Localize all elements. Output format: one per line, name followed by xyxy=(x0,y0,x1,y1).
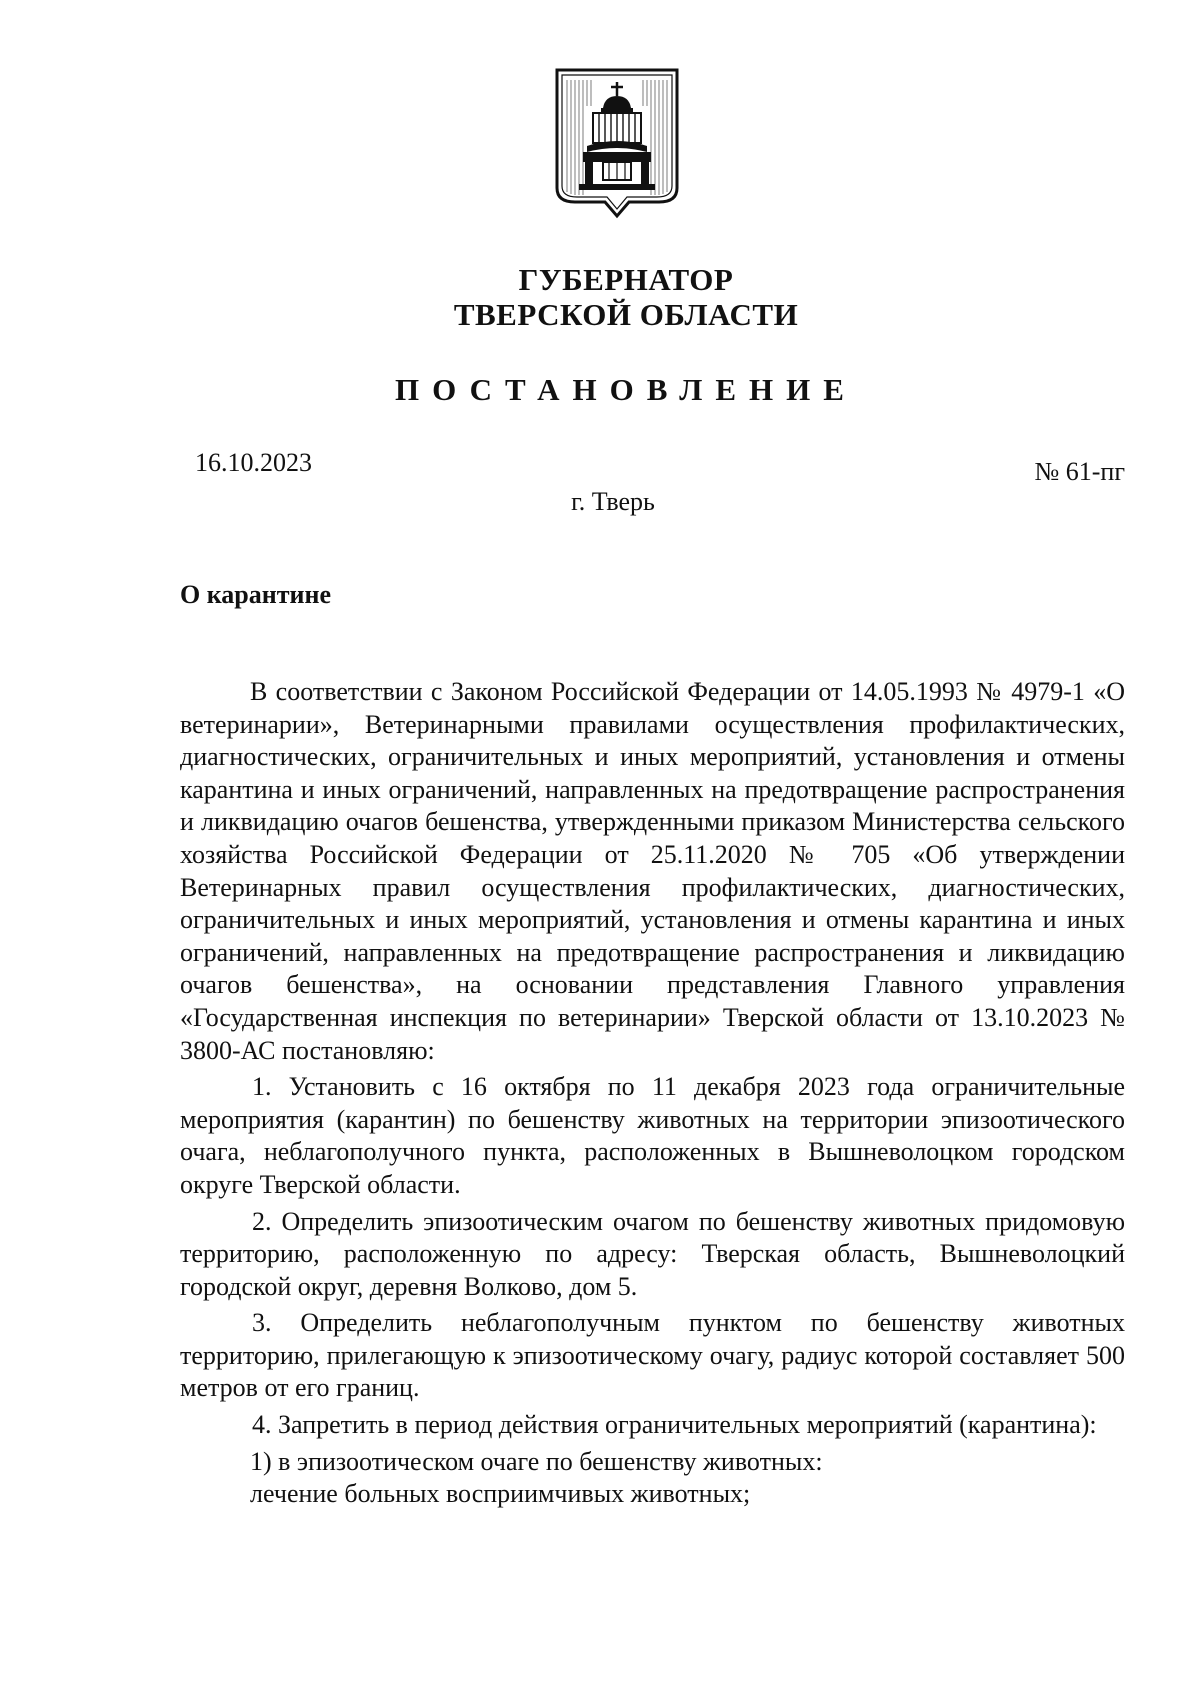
item-paragraph-4: 4. Запретить в период действия ограничительных мероприятий (карантина): xyxy=(252,1410,1097,1440)
document-date: 16.10.2023 xyxy=(195,448,312,477)
item-paragraph-3: 3. Определить неблагополучным пунктом по бешенству животных территорию, прилегающую к эпизоотическому очагу, радиус которой составляет 500 метров от его границ. xyxy=(180,1308,1125,1403)
item-paragraph-2: 2. Определить эпизоотическим очагом по бешенству животных придомовую территорию, расположенную по адресу: Тверская область, Вышневолоцкий городской округ, деревня Волково, дом 5. xyxy=(180,1206,1125,1301)
item-paragraph-1: 1. Установить с 16 октября по 11 декабря 2023 года ограничительные мероприятия (карантин) по бешенству животных на территории эпизоотического очага, неблагополучного пункта, расположенных в Вышневолоцком городском округе Тверской области. xyxy=(180,1072,1125,1199)
subitem-1: 1) в эпизоотическом очаге по бешенству животных: xyxy=(250,1446,823,1476)
document-subject: О карантине xyxy=(180,580,332,609)
authority-title-line-2: ТВЕРСКОЙ ОБЛАСТИ xyxy=(453,297,799,332)
authority-title-line-1: ГУБЕРНАТОР xyxy=(518,262,734,297)
subitem-1-line-1: лечение больных восприимчивых животных; xyxy=(250,1479,751,1509)
preamble-paragraph: В соответствии с Законом Российской Федерации от 14.05.1993 № 4979-1 «О ветеринарии», Ветеринарными правилами осуществления профилактических, диагностических, ограничительных и иных мероприятий, установления и отмены карантина и иных ограничений, направленных на предотвращение распространения и ликвидацию очагов бешенства, утвержденными приказом Министерства сельского хозяйства Российской Федерации от 25.11.2020 № 705 «Об утверждении Ветеринарных правил осуществления профилактических, диагностических, ограничительных и иных мероприятий, установления и отмены карантина и иных ограничений, направленных на предотвращение распространения и ликвидацию очагов бешенства», на основании представления Главного управления «Государственная инспекция по ветеринарии» Тверской области от 13.10.2023 № 3800-АС постановляю: xyxy=(180,677,1125,1065)
tver-coat-of-arms-icon xyxy=(553,66,681,224)
document-type-heading: ПОСТАНОВЛЕНИЕ xyxy=(395,372,857,407)
document-number: № 61-пг xyxy=(1034,457,1125,486)
document-body xyxy=(180,676,1125,1511)
document-place: г. Тверь xyxy=(571,487,655,516)
